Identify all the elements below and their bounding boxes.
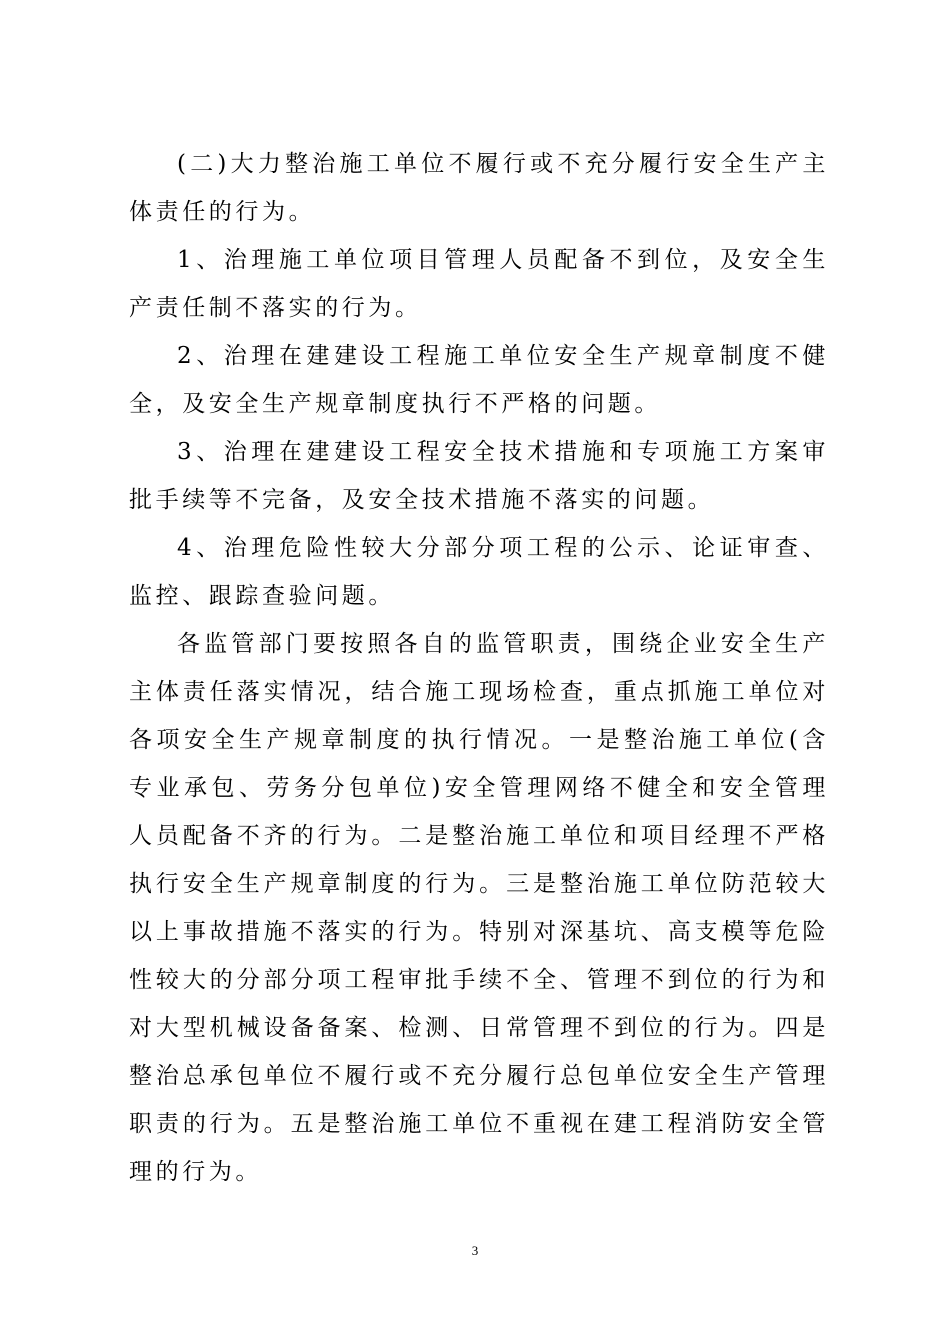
paragraph-item-2: 2、治理在建建设工程施工单位安全生产规章制度不健全，及安全生产规章制度执行不严格的问题。 [129,343,829,417]
paragraph-supervision-body: 各监管部门要按照各自的监管职责，围绕企业安全生产主体责任落实情况，结合施工现场检查，重点抓施工单位对各项安全生产规章制度的执行情况。一是整治施工单位(含专业承包、劳务分包单位)安全管理网络不健全和安全管理人员配备不齐的行为。二是整治施工单位和项目经理不严格执行安全生产规章制度的行为。三是整治施工单位防范较大以上事故措施不落实的行为。特别对深基坑、高支模等危险性较大的分部分项工程审批手续不全、管理不到位的行为和对大型机械设备备案、检测、日常管理不到位的行为。四是整治总承包单位不履行或不充分履行总包单位安全生产管理职责的行为。五是整治施工单位不重视在建工程消防安全管理的行为。 [129,631,829,1185]
paragraph-item-3: 3、治理在建建设工程安全技术措施和专项施工方案审批手续等不完备，及安全技术措施不落实的问题。 [129,439,829,513]
paragraph-item-1: 1、治理施工单位项目管理人员配备不到位，及安全生产责任制不落实的行为。 [129,247,829,321]
page-number: 3 [471,1243,479,1258]
document-body [129,140,829,1196]
paragraph-item-4: 4、治理危险性较大分部分项工程的公示、论证审查、监控、跟踪查验问题。 [129,535,829,609]
paragraph-section-heading: (二)大力整治施工单位不履行或不充分履行安全生产主体责任的行为。 [129,151,829,225]
